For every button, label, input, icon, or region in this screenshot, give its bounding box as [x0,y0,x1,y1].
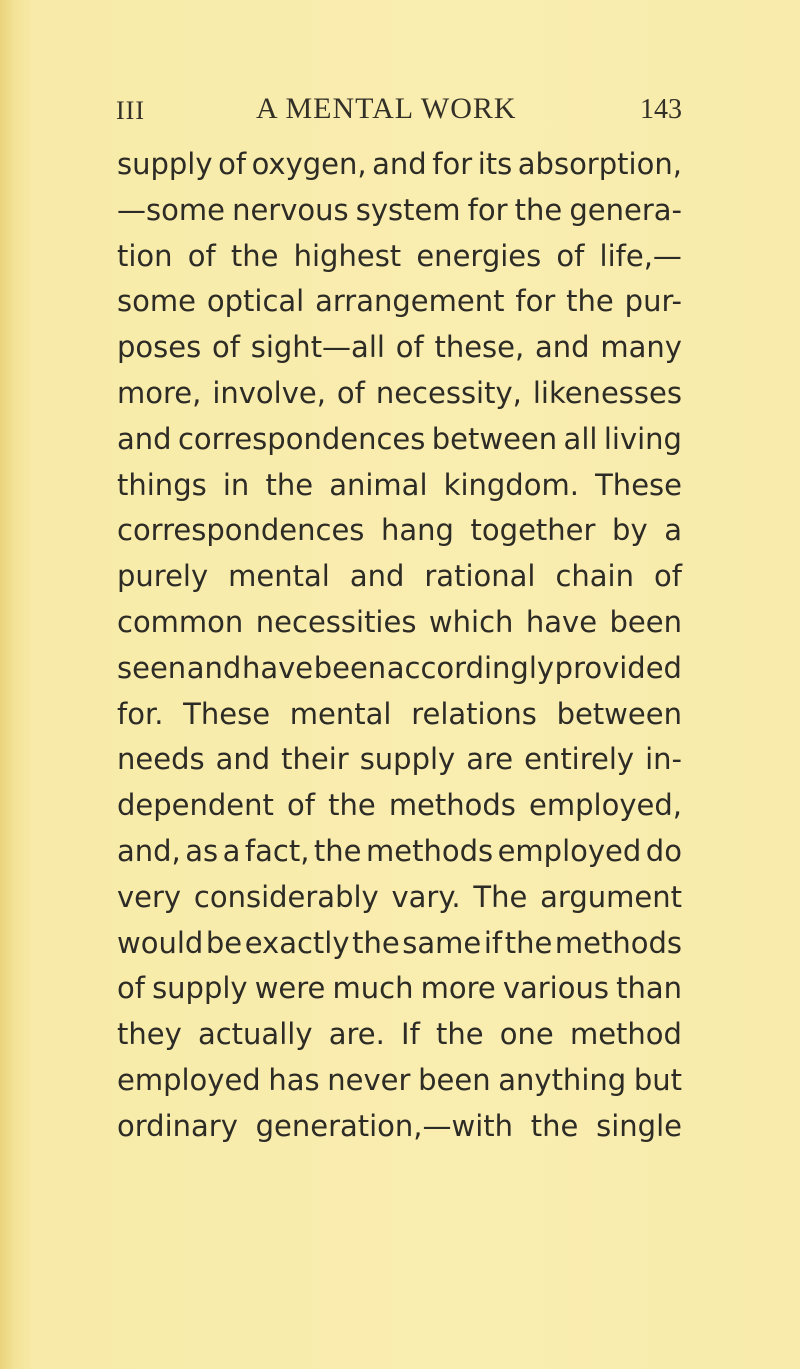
text-line: common necessities which have been [117,604,682,639]
text-line: would be exactly the same if the methods [117,925,682,960]
text-line: things in the animal kingdom. These [117,467,682,502]
text-line: tion of the highest energies of life,— [117,238,682,273]
text-line: more, involve, of necessity, likenesses [117,375,682,410]
text-line: —some nervous system for the genera- [117,192,682,227]
text-line: needs and their supply are entirely in- [117,742,682,777]
page-number: 143 [640,94,682,125]
text-line: some optical arrangement for the pur- [117,284,682,319]
text-line: ordinary generation,—with the single [117,1108,682,1143]
text-line: very considerably vary. The argument [117,879,682,914]
text-line: and correspondences between all living [117,421,682,456]
text-line: purely mental and rational chain of [117,559,682,594]
text-line: and, as a fact, the methods employed do [117,833,682,868]
text-line: for. These mental relations between [117,696,682,731]
text-line: of supply were much more various than [117,971,682,1006]
text-line: poses of sight—all of these, and many [117,330,682,365]
text-line: employed has never been anything but [117,1062,682,1097]
running-title: A MENTAL WORK [256,92,517,125]
text-line: seen and have been accordingly provided [117,650,682,685]
text-line: correspondences hang together by a [117,513,682,548]
text-line: they actually are. If the one method [117,1017,682,1052]
running-header [116,92,682,132]
text-line: supply of oxygen, and for its absorption, [117,147,682,181]
section-number: III [116,96,145,125]
text-line: dependent of the methods employed, [117,788,682,823]
body-paragraph [117,142,682,1150]
